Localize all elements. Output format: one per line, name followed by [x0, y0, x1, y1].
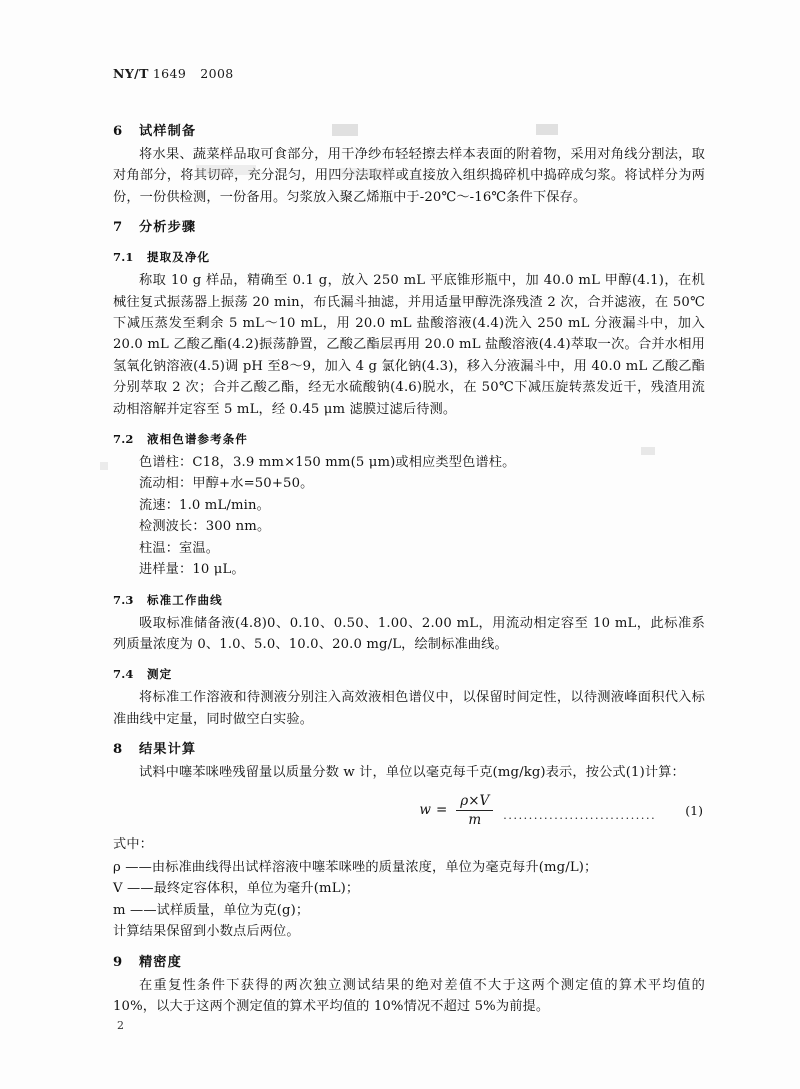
param-label-column: 色谱柱 — [139, 455, 180, 471]
chromatography-param-mobile-phase: 流动相：甲醇+水=50+50。 — [139, 476, 314, 492]
section-6-paragraph: 将水果、蔬菜样品取可食部分，用干净纱布轻轻擦去样本表面的附着物，采用对角线分割法，取对角部分，将其切碎，充分混匀，用四分法取样或直接放入组织捣碎机中捣碎成匀浆。将试样分为两份，一份供检测，一份备用。匀浆放入聚乙烯瓶中于-20℃～-16℃条件下保存。 — [113, 147, 705, 205]
param-label-wavelength: 检测波长 — [139, 519, 193, 535]
equation-number: (1) — [685, 802, 703, 818]
section-7-3-heading — [113, 590, 705, 611]
chromatography-param-injection: 进样量：10 μL。 — [139, 562, 245, 578]
section-8-heading — [113, 739, 705, 760]
chromatography-param-wavelength: 检测波长：300 nm。 — [139, 519, 271, 535]
symbol-definition-v: V ——最终定容体积，单位为毫升(mL)； — [113, 881, 360, 897]
param-value-injection: 10 μL。 — [192, 562, 245, 578]
standard-number: 1649 — [152, 66, 187, 81]
section-8 — [113, 739, 705, 942]
section-7-2-number: 7.2 — [113, 432, 134, 447]
param-value-flow-rate: 1.0 mL/min。 — [179, 497, 270, 513]
section-6-number: 6 — [113, 124, 123, 139]
formula-numerator: ρ×V — [456, 793, 493, 811]
section-7-3-number: 7.3 — [113, 592, 134, 607]
section-7 — [113, 217, 705, 238]
chromatography-param-column-temp: 柱温：室温。 — [139, 540, 220, 556]
symbol-definition-m: m ——试样质量，单位为克(g)； — [113, 902, 310, 918]
section-7-1-number: 7.1 — [113, 250, 134, 265]
formula-equals: = — [435, 802, 448, 819]
section-7-number: 7 — [113, 220, 123, 236]
section-9-paragraph: 在重复性条件下获得的两次独立测试结果的绝对差值不大于这两个测定值的算术平均值的 10%，以大于这两个测定值的算术平均值的 10%情况不超过 5%为前提。 — [113, 977, 705, 1014]
scan-artifact — [100, 462, 108, 470]
formula-leader-dots: ······························ — [503, 811, 657, 825]
section-9-title: 精密度 — [139, 954, 182, 970]
param-value-column-temp: 室温。 — [179, 540, 220, 556]
section-8-number: 8 — [113, 742, 123, 758]
param-value-wavelength: 300 nm。 — [205, 519, 271, 535]
section-7-2 — [113, 429, 705, 580]
section-8-paragraph: 试料中噻苯咪唑残留量以质量分数 w 计，单位以毫克每千克(mg/kg)表示，按公式(1)计算： — [139, 765, 685, 781]
section-7-4-heading — [113, 664, 705, 685]
section-7-3-paragraph: 吸取标准储备液(4.8)0、0.10、0.50、1.00、2.00 mL，用流动相定容至 10 mL，此标准系列质量浓度为 0、1.0、5.0、10.0、20.0 mg/L，绘制标准曲线。 — [113, 615, 705, 652]
section-7-1-title: 提取及净化 — [147, 250, 211, 265]
symbol-definition-rho: ρ ——由标准曲线得出试样溶液中噻苯咪唑的质量浓度，单位为毫克每升(mg/L)； — [113, 859, 598, 875]
section-7-title: 分析步骤 — [139, 220, 197, 236]
section-8-title: 结果计算 — [139, 742, 197, 758]
param-value-column: C18，3.9 mm×150 mm(5 μm)或相应类型色谱柱。 — [192, 455, 516, 471]
section-7-4-paragraph: 将标准工作溶液和待测液分别注入高效液相色谱仪中，以保留时间定性，以待测液峰面积代入标准曲线中定量，同时做空白实验。 — [113, 690, 705, 727]
rounding-note: 计算结果保留到小数点后两位。 — [113, 924, 300, 940]
param-label-flow-rate: 流速 — [139, 497, 166, 513]
running-header — [113, 66, 234, 81]
section-7-4-title: 测定 — [147, 667, 173, 682]
section-6 — [113, 121, 705, 208]
param-label-mobile-phase: 流动相 — [139, 476, 180, 492]
param-label-column-temp: 柱温 — [139, 540, 166, 556]
residue-formula — [419, 793, 493, 828]
section-7-3-title: 标准工作曲线 — [147, 592, 223, 607]
page-number: 2 — [117, 1019, 124, 1032]
formula-denominator: m — [468, 811, 482, 828]
section-7-2-heading — [113, 429, 705, 450]
section-7-4-number: 7.4 — [113, 667, 134, 682]
param-value-mobile-phase: 甲醇+水=50+50。 — [192, 476, 314, 492]
section-9-number: 9 — [113, 954, 123, 970]
where-label: 式中： — [113, 836, 154, 852]
chromatography-param-column: 色谱柱：C18，3.9 mm×150 mm(5 μm)或相应类型色谱柱。 — [139, 455, 516, 471]
section-7-4 — [113, 664, 705, 730]
section-7-2-title: 液相色谱参考条件 — [147, 432, 248, 447]
section-6-title: 试样制备 — [139, 124, 197, 139]
chromatography-param-flow-rate: 流速：1.0 mL/min。 — [139, 497, 270, 513]
section-6-heading — [113, 121, 705, 142]
section-7-1 — [113, 247, 705, 420]
formula-variable: w — [419, 802, 431, 819]
section-7-3 — [113, 590, 705, 656]
param-label-injection: 进样量 — [139, 562, 180, 578]
section-7-1-paragraph: 称取 10 g 样品，精确至 0.1 g，放入 250 mL 平底锥形瓶中，加 40.0 mL 甲醇(4.1)，在机械往复式振荡器上振荡 20 min，布氏漏斗抽滤，并用适量甲醇洗涤残渣 2 次，合并滤液，在 50℃下减压蒸发至剩余 5 mL～10 mL，用 20.0 mL 盐酸溶液(4.4)洗入 250 mL 分液漏斗中，加入 20.0 mL 乙酸乙酯(4.2)振荡静置，乙酸乙酯层再用 20.0 mL 盐酸溶液(4.4)萃取一次。合并水相用氢氧化钠溶液(4.5)调 pH 至8～9，加入 4 g 氯化钠(4.3)，移入分液漏斗中，用 40.0 mL 乙酸乙酯分别萃取 2 次；合并乙酸乙酯，经无水硫酸钠(4.6)脱水，在 50℃下减压旋转蒸发近干，残渣用流动相溶解并定容至 5 mL，经 0.45 μm 滤膜过滤后待测。 — [113, 273, 705, 417]
section-9-heading — [113, 952, 705, 973]
standard-year: 2008 — [200, 66, 234, 81]
formula-fraction — [456, 793, 493, 828]
formula-row — [113, 793, 705, 828]
document-body — [113, 112, 705, 1019]
standard-code: NY/T — [113, 66, 149, 81]
section-9 — [113, 952, 705, 1018]
section-7-heading — [113, 217, 705, 238]
section-7-1-heading — [113, 247, 705, 268]
